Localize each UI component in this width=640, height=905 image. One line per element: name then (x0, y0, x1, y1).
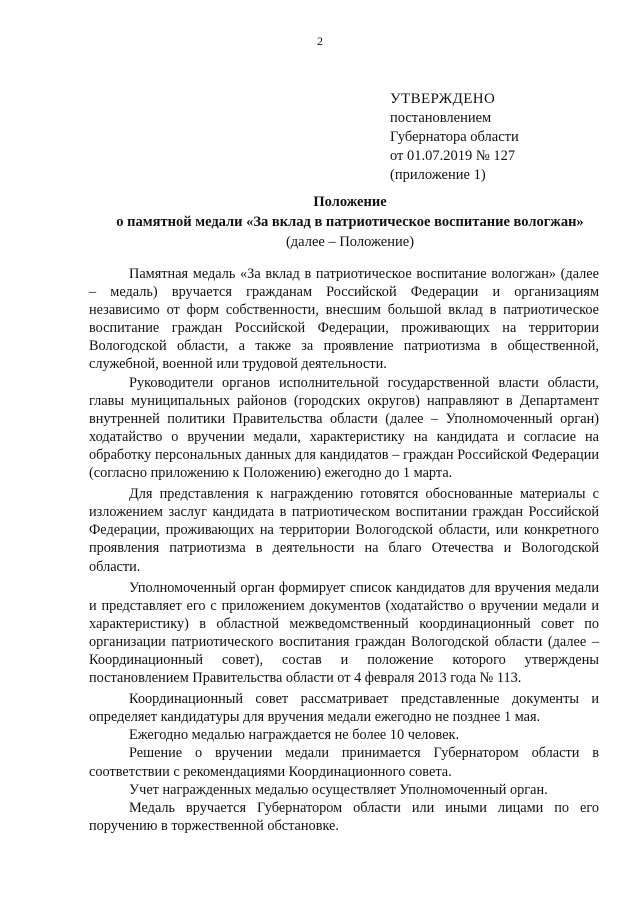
approval-line: постановлением (390, 110, 492, 126)
document-title: Положение (313, 194, 387, 210)
body-paragraph: Памятная медаль «За вклад в патриотическое воспитание вологжан» (далее – медаль) вручается гражданам Российской Федерации и организациям независимо от форм собственности, внесшим большой вклад в патриотическое воспитание граждан Российской Федерации, проживающих на территории Вологодской области, а также за проявление патриотизма в общественной, служебной, военной или трудовой деятельности. (89, 266, 599, 373)
approval-line: Губернатора области (390, 129, 519, 145)
document-title-block (70, 192, 630, 252)
page-number: 2 (317, 34, 323, 48)
body-paragraph: Учет награжденных медалью осуществляет Уполномоченный орган. (129, 781, 548, 798)
approval-line: от 01.07.2019 № 127 (390, 148, 516, 164)
body-paragraph: Координационный совет рассматривает представленные документы и определяет кандидатуры для вручения медали ежегодно не позднее 1 мая. (89, 691, 599, 726)
body-paragraph: Медаль вручается Губернатором области или иными лицами по его поручению в торжественной обстановке. (89, 799, 599, 834)
document-body (89, 265, 599, 835)
document-subtitle: о памятной медали «За вклад в патриотическое воспитание вологжан» (116, 214, 584, 230)
approval-stamp-block (390, 90, 600, 185)
body-paragraph: Для представления к награждению готовятся обоснованные материалы с изложением заслуг кандидата в патриотическом воспитании граждан Российской Федерации, проживающих на территории Вологодской области, или конкретного проявления патриотизма в деятельности на благо Отечества и Вологодской области. (89, 486, 599, 575)
body-paragraph: Руководители органов исполнительной государственной власти области, главы муниципальных районов (городских округов) направляют в Департамент внутренней политики Правительства области (далее – Уполномоченный орган) ходатайство о вручении медали, характеристику на кандидата и согласие на обработку персональных данных для кандидатов – граждан Российской Федерации (согласно приложению к Положению) ежегодно до 1 марта. (89, 374, 599, 482)
body-paragraph: Решение о вручении медали принимается Губернатором области в соответствии с рекомендациями Координационного совета. (89, 745, 599, 780)
approval-heading: УТВЕРЖДЕНО (390, 91, 496, 107)
body-paragraph: Уполномоченный орган формирует список кандидатов для вручения медали и представляет его с приложением документов (ходатайство о вручении медали и характеристику) в областной межведомственный координационный совет по организации патриотического воспитания граждан Вологодской области (далее – Координационный совет), состав и положение которого утверждены постановлением Правительства области от 4 февраля 2013 года № 113. (89, 579, 599, 687)
approval-line: (приложение 1) (390, 167, 486, 183)
body-paragraph: Ежегодно медалью награждается не более 10 человек. (129, 727, 460, 744)
document-title-note: (далее – Положение) (285, 234, 415, 250)
